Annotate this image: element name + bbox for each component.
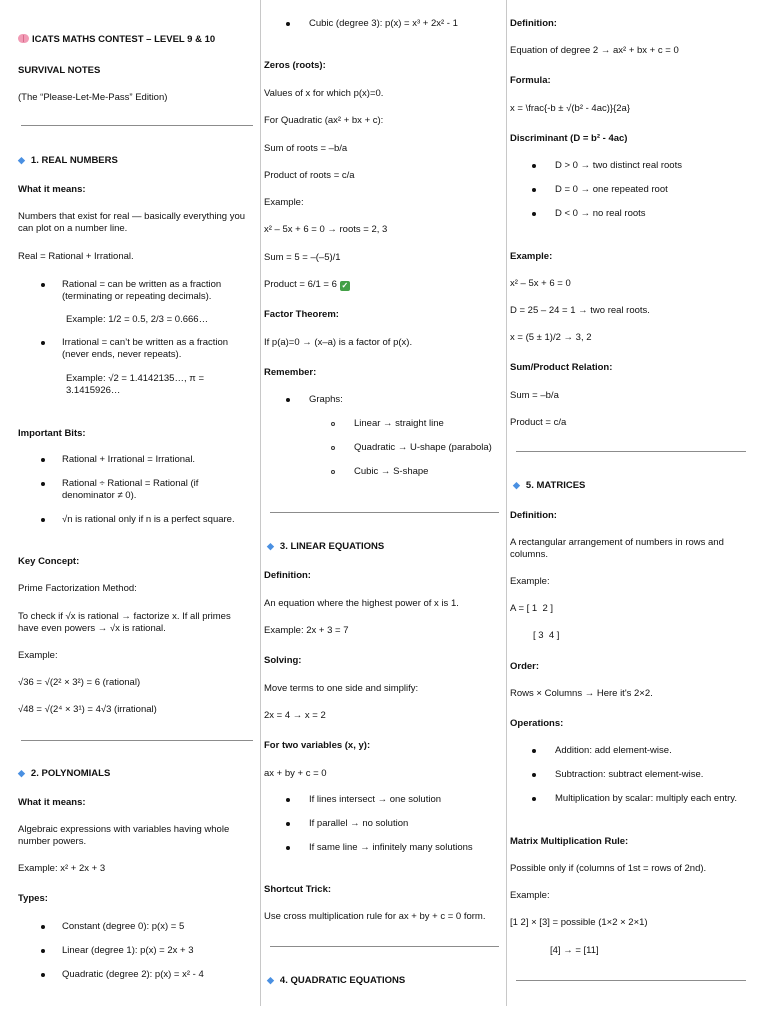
divider bbox=[516, 451, 746, 452]
paragraph: Use cross multiplication rule for ax + by + c = 0 form. bbox=[264, 911, 486, 922]
subheading: Formula: bbox=[510, 75, 551, 86]
paragraph: Values of x for which p(x)=0. bbox=[264, 88, 384, 99]
check-icon: ✓ bbox=[341, 281, 349, 290]
bullet-icon bbox=[532, 773, 536, 777]
bullet-icon bbox=[286, 798, 290, 802]
list-item: Quadratic → U-shape (parabola) bbox=[354, 442, 492, 453]
list-item: Cubic (degree 3): p(x) = x³ + 2x² - 1 bbox=[309, 18, 458, 29]
paragraph: [1 2] × [3] = possible (1×2 × 2×1) bbox=[510, 917, 648, 928]
paragraph: Product of roots = c/a bbox=[264, 170, 355, 181]
subheading: For two variables (x, y): bbox=[264, 740, 371, 751]
bullet-icon bbox=[41, 341, 45, 345]
subheading: Important Bits: bbox=[18, 428, 86, 439]
subheading: Shortcut Trick: bbox=[264, 884, 332, 895]
paragraph: Real = Rational + Irrational. bbox=[18, 251, 134, 262]
paragraph: To check if √x is rational → factorize x. If all primes have even powers → √x is rational. bbox=[18, 611, 231, 635]
paragraph: Numbers that exist for real — basically everything you can plot on a number line. bbox=[18, 211, 246, 235]
list-item: Linear → straight line bbox=[354, 418, 444, 429]
list-item: Multiplication by scalar: multiply each entry. bbox=[555, 793, 737, 804]
paragraph: Move terms to one side and simplify: bbox=[264, 683, 419, 694]
list-item: Addition: add element-wise. bbox=[555, 745, 672, 756]
matrix-row: [ 3 4 ] bbox=[533, 630, 560, 641]
paragraph: [4] → = [11] bbox=[550, 945, 599, 956]
list-item: Rational ÷ Rational = Rational (if denominator ≠ 0). bbox=[62, 478, 199, 502]
list-item: D = 0 → one repeated root bbox=[555, 184, 668, 195]
paragraph: √36 = √(2² × 3²) = 6 (rational) bbox=[18, 677, 141, 688]
bullet-icon bbox=[532, 212, 536, 216]
paragraph: Sum = 5 = –(–5)/1 bbox=[264, 252, 341, 263]
diamond-icon: ◆ bbox=[18, 155, 25, 165]
paragraph: 2x = 4 → x = 2 bbox=[264, 710, 326, 721]
circle-bullet-icon bbox=[331, 422, 335, 426]
subheading: Example: bbox=[510, 251, 553, 262]
subheading: What it means: bbox=[18, 184, 86, 195]
bullet-icon bbox=[286, 846, 290, 850]
paragraph: Sum = –b/a bbox=[510, 390, 559, 401]
paragraph: Example: x² + 2x + 3 bbox=[18, 863, 106, 874]
column-3 bbox=[507, 0, 768, 1024]
diamond-icon: ◆ bbox=[513, 480, 520, 490]
paragraph: Possible only if (columns of 1st = rows of 2nd). bbox=[510, 863, 707, 874]
paragraph: A rectangular arrangement of numbers in rows and columns. bbox=[510, 537, 724, 561]
paragraph: Example: bbox=[510, 576, 550, 587]
bullet-icon bbox=[286, 398, 290, 402]
section-heading-polynomials: ◆ 2. POLYNOMIALS bbox=[18, 768, 111, 779]
section-heading-linear-equations: ◆ 3. LINEAR EQUATIONS bbox=[267, 541, 385, 552]
paragraph: Rows × Columns → Here it's 2×2. bbox=[510, 688, 653, 699]
doc-title: ICATS MATHS CONTEST – LEVEL 9 & 10 bbox=[18, 34, 258, 46]
subheading: Factor Theorem: bbox=[264, 309, 339, 320]
subheading: Matrix Multiplication Rule: bbox=[510, 836, 629, 847]
subheading: Definition: bbox=[264, 570, 311, 581]
bullet-icon bbox=[532, 188, 536, 192]
subheading: Solving: bbox=[264, 655, 302, 666]
subheading: Zeros (roots): bbox=[264, 60, 326, 71]
subheading: Order: bbox=[510, 661, 540, 672]
bullet-icon bbox=[286, 822, 290, 826]
paragraph: Product = c/a bbox=[510, 417, 567, 428]
column-1 bbox=[0, 0, 260, 1024]
list-item: Quadratic (degree 2): p(x) = x² - 4 bbox=[62, 969, 204, 980]
subheading: Definition: bbox=[510, 18, 557, 29]
divider bbox=[21, 740, 253, 741]
list-item: D > 0 → two distinct real roots bbox=[555, 160, 682, 171]
list-item: D < 0 → no real roots bbox=[555, 208, 646, 219]
paragraph: √48 = √(2⁴ × 3¹) = 4√3 (irrational) bbox=[18, 704, 157, 715]
paragraph: Sum of roots = –b/a bbox=[264, 143, 348, 154]
list-item: Irrational = can’t be written as a fraction (never ends, never repeats). bbox=[62, 337, 229, 361]
example-text: Example: 1/2 = 0.5, 2/3 = 0.666… bbox=[66, 314, 209, 325]
list-item: Constant (degree 0): p(x) = 5 bbox=[62, 921, 185, 932]
bullet-icon bbox=[41, 458, 45, 462]
circle-bullet-icon bbox=[331, 470, 335, 474]
subheading: What it means: bbox=[18, 797, 86, 808]
paragraph: x = (5 ± 1)/2 → 3, 2 bbox=[510, 332, 592, 343]
paragraph: D = 25 – 24 = 1 → two real roots. bbox=[510, 305, 650, 316]
bullet-icon bbox=[41, 973, 45, 977]
subheading: Operations: bbox=[510, 718, 564, 729]
subheading: Sum/Product Relation: bbox=[510, 362, 613, 373]
list-item: Graphs: bbox=[309, 394, 343, 405]
matrix-row: A = [ 1 2 ] bbox=[510, 603, 554, 614]
doc-subtitle: SURVIVAL NOTES bbox=[18, 65, 101, 76]
doc-edition: (The “Please-Let-Me-Pass” Edition) bbox=[18, 92, 168, 103]
paragraph: For Quadratic (ax² + bx + c): bbox=[264, 115, 384, 126]
paragraph: x² – 5x + 6 = 0 bbox=[510, 278, 571, 289]
list-item: Rational = can be written as a fraction (terminating or repeating decimals). bbox=[62, 279, 222, 303]
paragraph: x = \frac{-b ± √(b² - 4ac)}{2a} bbox=[510, 103, 630, 114]
paragraph: An equation where the highest power of x is 1. bbox=[264, 598, 459, 609]
paragraph: Example: 2x + 3 = 7 bbox=[264, 625, 349, 636]
diamond-icon: ◆ bbox=[267, 975, 274, 985]
bullet-icon bbox=[41, 283, 45, 287]
section-heading-quadratic-equations: ◆ 4. QUADRATIC EQUATIONS bbox=[267, 975, 406, 986]
subheading: Discriminant (D = b² - 4ac) bbox=[510, 133, 628, 144]
bullet-icon bbox=[41, 518, 45, 522]
subheading: Types: bbox=[18, 893, 48, 904]
brain-icon bbox=[18, 34, 29, 43]
list-item: Cubic → S-shape bbox=[354, 466, 429, 477]
list-item: √n is rational only if n is a perfect square. bbox=[62, 514, 235, 525]
bullet-icon bbox=[41, 482, 45, 486]
divider bbox=[21, 125, 253, 126]
list-item: If same line → infinitely many solutions bbox=[309, 842, 473, 853]
bullet-icon bbox=[286, 22, 290, 26]
subheading: Definition: bbox=[510, 510, 557, 521]
diamond-icon: ◆ bbox=[18, 768, 25, 778]
paragraph: Product = 6/1 = 6 ✓ bbox=[264, 279, 349, 290]
list-item: Rational + Irrational = Irrational. bbox=[62, 454, 196, 465]
bullet-icon bbox=[41, 949, 45, 953]
bullet-icon bbox=[41, 925, 45, 929]
paragraph: Equation of degree 2 → ax² + bx + c = 0 bbox=[510, 45, 679, 56]
subheading: Key Concept: bbox=[18, 556, 80, 567]
bullet-icon bbox=[532, 749, 536, 753]
paragraph: Example: bbox=[264, 197, 304, 208]
paragraph: If p(a)=0 → (x–a) is a factor of p(x). bbox=[264, 337, 413, 348]
list-item: Linear (degree 1): p(x) = 2x + 3 bbox=[62, 945, 194, 956]
list-item: If lines intersect → one solution bbox=[309, 794, 442, 805]
list-item: If parallel → no solution bbox=[309, 818, 409, 829]
bullet-icon bbox=[532, 797, 536, 801]
divider bbox=[516, 980, 746, 981]
column-2 bbox=[261, 0, 506, 1024]
divider bbox=[270, 946, 499, 947]
paragraph: x² – 5x + 6 = 0 → roots = 2, 3 bbox=[264, 224, 388, 235]
divider bbox=[270, 512, 499, 513]
paragraph: Example: bbox=[18, 650, 58, 661]
paragraph: Example: bbox=[510, 890, 550, 901]
paragraph: ax + by + c = 0 bbox=[264, 768, 327, 779]
bullet-icon bbox=[532, 164, 536, 168]
paragraph: Prime Factorization Method: bbox=[18, 583, 137, 594]
diamond-icon: ◆ bbox=[267, 541, 274, 551]
paragraph: Algebraic expressions with variables having whole number powers. bbox=[18, 824, 230, 848]
example-text: Example: √2 = 1.4142135…, π = 3.1415926… bbox=[66, 373, 204, 397]
section-heading-matrices: ◆ 5. MATRICES bbox=[513, 480, 586, 491]
circle-bullet-icon bbox=[331, 446, 335, 450]
list-item: Subtraction: subtract element-wise. bbox=[555, 769, 704, 780]
section-heading-real-numbers: ◆ 1. REAL NUMBERS bbox=[18, 155, 118, 166]
subheading: Remember: bbox=[264, 367, 317, 378]
